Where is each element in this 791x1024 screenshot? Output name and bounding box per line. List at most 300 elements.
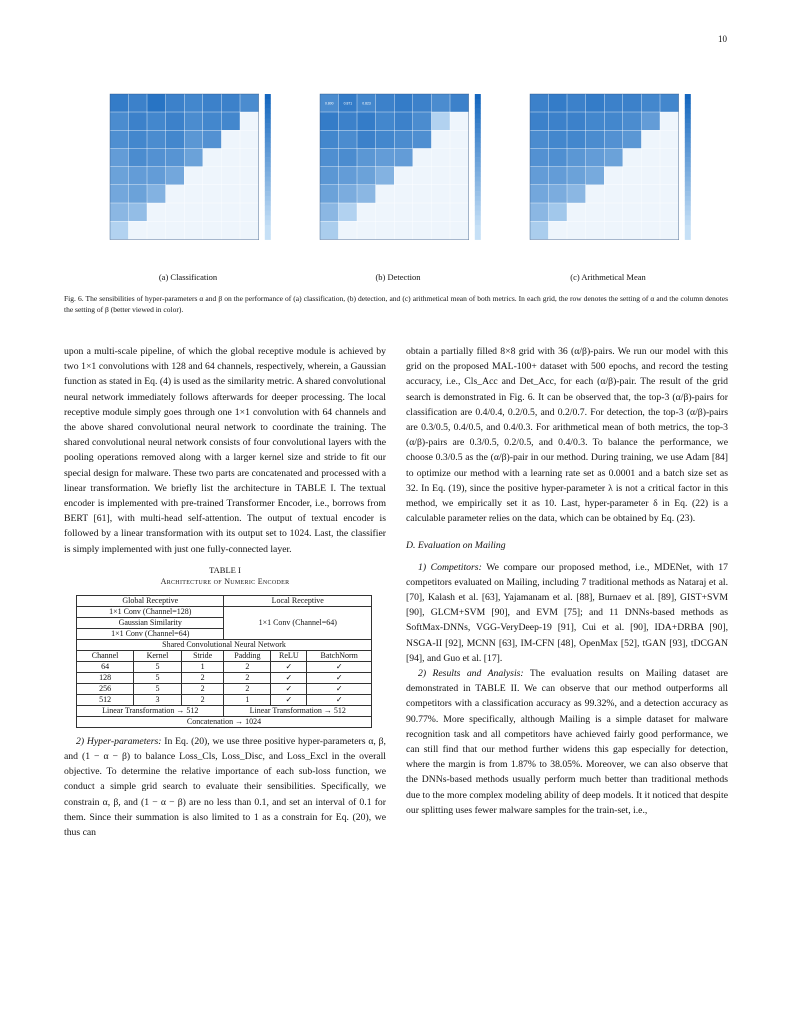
heatmap-cell	[530, 203, 548, 221]
heatmap-cell	[642, 167, 660, 185]
heatmap-cell	[413, 112, 431, 130]
heatmap-arithmetical-mean	[508, 88, 708, 268]
heatmap-cell	[586, 221, 604, 239]
colorbar-segment	[685, 191, 691, 196]
heatmap-cell	[413, 221, 431, 239]
colorbar-segment	[475, 162, 481, 167]
figure-6	[88, 88, 708, 288]
colorbar-segment	[265, 113, 271, 118]
cell: 2	[181, 694, 224, 705]
figure-caption: Fig. 6. The sensibilities of hyper-parameters α and β on the performance of (a) classification, (b) detection, and (c) arithmetical mean of both metrics. In each grid, the row denotes the setting of α and the column denotes the setting of β (better viewed in color).	[64, 294, 728, 314]
heatmap-cell	[450, 167, 468, 185]
colorbar-segment	[685, 225, 691, 230]
heatmap-cell	[240, 130, 258, 148]
heatmap-cell	[432, 112, 450, 130]
colorbar-segment	[475, 201, 481, 206]
colorbar-segment	[265, 167, 271, 172]
colorbar-segment	[685, 181, 691, 186]
heatmap-cell	[604, 149, 622, 167]
heatmap-cell	[604, 130, 622, 148]
heatmap-cell	[567, 94, 585, 112]
left-column	[64, 344, 386, 840]
heatmap-cell	[623, 167, 641, 185]
heatmap-cell	[586, 185, 604, 203]
heatmap-cell	[394, 112, 412, 130]
heatmap-cell	[642, 94, 660, 112]
cell: 256	[77, 683, 134, 694]
heatmap-cell	[394, 149, 412, 167]
column-header: ReLU	[271, 650, 307, 661]
heatmap-cell	[604, 185, 622, 203]
heatmap-cell	[240, 94, 258, 112]
heatmap-cell	[586, 149, 604, 167]
heatmap-cell	[184, 203, 202, 221]
cell: 1	[224, 694, 271, 705]
heatmap-cell	[110, 167, 128, 185]
table-row	[77, 683, 372, 694]
paragraph-body: In Eq. (20), we use three positive hyper-parameters α, β, and (1 − α − β) to balance Loss_Cls, Loss_Disc, and Loss_Excl in the overall objective. To determine the relative importance of each sub-loss function, we conduct a simple grid search to evaluate their sensibilities. Specifically, we constrain α, β, and (1 − α − β) are no less than 0.1, and set an interval of 0.1 for them. Since their summation is also limited to 1 as a constrain for Eq. (20), we thus can	[64, 735, 386, 839]
heatmap-cell	[394, 130, 412, 148]
heatmap-cell	[320, 130, 338, 148]
heatmap-cell	[660, 221, 678, 239]
heatmap-cell	[413, 149, 431, 167]
colorbar-segment	[475, 181, 481, 186]
colorbar-segment	[265, 177, 271, 182]
heatmap-cell	[222, 221, 240, 239]
panel-caption: (a) Classification	[158, 272, 218, 282]
colorbar-segment	[685, 143, 691, 148]
heatmap-cell	[203, 185, 221, 203]
colorbar-segment	[475, 172, 481, 177]
heatmap-cell	[110, 149, 128, 167]
concatenation-row: Concatenation → 1024	[77, 716, 372, 727]
heatmap-cell	[530, 112, 548, 130]
heatmap-cell	[240, 167, 258, 185]
heatmap-cell	[586, 203, 604, 221]
colorbar-segment	[685, 157, 691, 162]
heatmap-cell	[110, 130, 128, 148]
colorbar-segment	[475, 118, 481, 123]
heatmap-cell	[530, 185, 548, 203]
cell: 3	[134, 694, 182, 705]
header-global-receptive: Global Receptive	[77, 595, 224, 606]
colorbar-segment	[265, 206, 271, 211]
heatmap-cell	[147, 167, 165, 185]
colorbar-segment	[475, 123, 481, 128]
colorbar-segment	[265, 196, 271, 201]
heatmap-cell	[222, 203, 240, 221]
heatmap-cell	[432, 149, 450, 167]
colorbar-segment	[685, 147, 691, 152]
heatmap-panel-classification	[88, 88, 288, 288]
heatmap-cell	[376, 185, 394, 203]
colorbar-segment	[475, 210, 481, 215]
cell: 2	[181, 683, 224, 694]
table-title: TABLE I	[209, 564, 241, 575]
colorbar-segment	[685, 113, 691, 118]
heatmap-cell	[642, 130, 660, 148]
heatmap-cell	[567, 149, 585, 167]
heatmap-cell	[110, 185, 128, 203]
colorbar-segment	[475, 196, 481, 201]
panel-caption: (c) Arithmetical Mean	[570, 272, 646, 282]
colorbar-segment	[265, 133, 271, 138]
heatmap-cell	[623, 203, 641, 221]
column-header: Stride	[181, 650, 224, 661]
heatmap-cell	[660, 112, 678, 130]
heatmap-cell	[320, 185, 338, 203]
colorbar-segment	[685, 230, 691, 235]
colorbar-segment	[475, 167, 481, 172]
heatmap-cell	[222, 94, 240, 112]
heatmap-cell	[549, 185, 567, 203]
heatmap-cell	[166, 149, 184, 167]
heatmap-cell	[623, 185, 641, 203]
heatmap-cell	[450, 203, 468, 221]
heatmap-cell	[432, 94, 450, 112]
heatmap-cell	[203, 112, 221, 130]
colorbar-segment	[685, 220, 691, 225]
heatmap-cell	[222, 149, 240, 167]
heatmap-cell	[240, 149, 258, 167]
heatmap-cell-value: 0.823	[362, 101, 371, 106]
heatmap-cell	[339, 130, 357, 148]
heatmap-cell-value: 0.800	[325, 101, 334, 106]
colorbar-segment	[685, 99, 691, 104]
heatmap-cell	[357, 167, 375, 185]
heatmap-cell	[376, 94, 394, 112]
heatmap-cell	[549, 112, 567, 130]
heatmap-cell	[166, 112, 184, 130]
heatmap-cell	[357, 221, 375, 239]
header-local-receptive: Local Receptive	[224, 595, 372, 606]
subsection-heading: 1) Competitors:	[418, 561, 482, 573]
table-1	[64, 565, 386, 728]
heatmap-cell	[240, 221, 258, 239]
heatmap-cell	[660, 149, 678, 167]
heatmap-cell	[394, 221, 412, 239]
subsection-heading: 2) Results and Analysis:	[418, 668, 524, 680]
cell: 1	[181, 661, 224, 672]
colorbar-segment	[475, 235, 481, 240]
heatmap-cell	[604, 221, 622, 239]
cell: 2	[181, 672, 224, 683]
heatmap-cell	[549, 221, 567, 239]
colorbar-segment	[265, 118, 271, 123]
heatmap-cell	[147, 94, 165, 112]
heatmap-cell	[110, 94, 128, 112]
heatmap-cell-value: 0.871	[343, 101, 353, 106]
paragraph: obtain a partially filled 8×8 grid with 36 (α/β)-pairs. We run our model with this grid on the proposed MAL-100+ dataset with 500 epochs, and record the testing accuracy, i.e., Cls_Acc and Det_Acc, for each (α/β)-pair. The result of the grid search is demonstrated in Fig. 6. It can be observed that, the top-3 (α/β)-pairs for classification are 0.4/0.4, 0.2/0.5, and 0.2/0.7. For detection, the top-3 (α/β)-pairs are 0.3/0.5, 0.4/0.5, and 0.4/0.3. For arithmetical mean of both metrics, the top-3 (α/β)-pairs are 0.3/0.5, 0.2/0.5, and 0.4/0.3. To balance the performance, we choose 0.3/0.5 as the (α/β)-pair in our method. During training, we use Adam [84] to optimize our method with a learning rate set as 0.0001 and a batch size set as 32. In Eq. (19), since the positive hyper-parameter λ is not a critical factor in this method, we empirically set it as 10. Last, hyper-parameter δ in Eq. (22) is a calculable parameter relies on the data, which can be obtained by Eq. (23).	[406, 346, 728, 525]
heatmap-cell	[357, 130, 375, 148]
heatmap-cell	[432, 221, 450, 239]
panel-caption: (b) Detection	[375, 272, 421, 282]
heatmap-cell	[320, 203, 338, 221]
heatmap-cell	[376, 203, 394, 221]
heatmap-cell	[129, 112, 147, 130]
heatmap-cell	[357, 185, 375, 203]
heatmap-cell	[623, 112, 641, 130]
heatmap-cell	[450, 221, 468, 239]
heatmap-cell	[660, 167, 678, 185]
heatmap-cell	[222, 167, 240, 185]
heatmap-cell	[586, 112, 604, 130]
column-header: Kernel	[134, 650, 182, 661]
heatmap-cell	[376, 221, 394, 239]
heatmap-cell	[129, 94, 147, 112]
colorbar-segment	[475, 133, 481, 138]
heatmap-cell	[240, 203, 258, 221]
cell: ✓	[271, 694, 307, 705]
heatmap-cell	[394, 94, 412, 112]
heatmap-cell	[339, 112, 357, 130]
colorbar-segment	[265, 215, 271, 220]
table-row	[77, 694, 372, 705]
heatmap-cell	[660, 185, 678, 203]
heatmap-cell	[660, 130, 678, 148]
heatmap-cell	[567, 203, 585, 221]
heatmap-cell	[549, 149, 567, 167]
heatmap-cell	[604, 94, 622, 112]
heatmap-cell	[376, 149, 394, 167]
heatmap-cell	[357, 203, 375, 221]
colorbar-segment	[685, 167, 691, 172]
heatmap-cell	[147, 221, 165, 239]
heatmap-cell	[110, 112, 128, 130]
heatmap-cell	[320, 167, 338, 185]
heatmap-cell	[166, 94, 184, 112]
cell: 2	[224, 683, 271, 694]
heatmap-cell	[432, 185, 450, 203]
heatmap-cell	[530, 94, 548, 112]
colorbar-segment	[265, 128, 271, 133]
page-number: 10	[718, 34, 727, 44]
heatmap-cell	[222, 185, 240, 203]
colorbar-segment	[685, 138, 691, 143]
section-heading: D. Evaluation on Mailing	[406, 540, 506, 552]
colorbar-segment	[265, 235, 271, 240]
heatmap-cell	[567, 167, 585, 185]
heatmap-cell	[320, 112, 338, 130]
colorbar-segment	[475, 225, 481, 230]
colorbar-segment	[475, 157, 481, 162]
colorbar-segment	[685, 235, 691, 240]
linear-transform-right: Linear Transformation → 512	[224, 705, 372, 716]
heatmap-cell	[413, 203, 431, 221]
heatmap-cell	[184, 130, 202, 148]
heatmap-cell	[147, 203, 165, 221]
colorbar-segment	[475, 147, 481, 152]
heatmap-cell	[413, 185, 431, 203]
heatmap-cell	[184, 94, 202, 112]
heatmap-cell	[339, 203, 357, 221]
heatmap-cell	[394, 185, 412, 203]
heatmap-cell	[642, 112, 660, 130]
heatmap-cell	[642, 185, 660, 203]
colorbar-segment	[265, 186, 271, 191]
colorbar-segment	[685, 215, 691, 220]
colorbar-segment	[685, 186, 691, 191]
colorbar-segment	[475, 220, 481, 225]
heatmap-cell	[339, 149, 357, 167]
right-column	[406, 344, 728, 818]
colorbar-segment	[475, 104, 481, 109]
heatmap-cell	[530, 221, 548, 239]
heatmap-cell	[110, 221, 128, 239]
heatmap-cell	[129, 185, 147, 203]
cell: 64	[77, 661, 134, 672]
paragraph-results	[406, 666, 728, 818]
cell: ✓	[271, 672, 307, 683]
cell: 5	[134, 661, 182, 672]
cell: 5	[134, 683, 182, 694]
heatmap-cell	[413, 94, 431, 112]
heatmap-cell	[432, 130, 450, 148]
colorbar-segment	[265, 157, 271, 162]
colorbar-segment	[475, 99, 481, 104]
heatmap-cell	[320, 221, 338, 239]
heatmap-cell	[604, 167, 622, 185]
heatmap-cell	[530, 149, 548, 167]
heatmap-cell	[394, 167, 412, 185]
heatmap-cell	[394, 203, 412, 221]
colorbar-segment	[475, 186, 481, 191]
colorbar-segment	[685, 94, 691, 99]
heatmap-cell	[129, 149, 147, 167]
heatmap-cell	[240, 112, 258, 130]
heatmap-cell	[320, 149, 338, 167]
colorbar-segment	[475, 113, 481, 118]
cell: ✓	[307, 661, 372, 672]
heatmap-cell	[240, 185, 258, 203]
heatmap-cell	[549, 94, 567, 112]
heatmap-cell	[450, 94, 468, 112]
heatmap-cell	[432, 203, 450, 221]
heatmap-cell	[450, 130, 468, 148]
heatmap-cell	[147, 130, 165, 148]
heatmap-cell	[586, 167, 604, 185]
heatmap-cell	[339, 185, 357, 203]
heatmap-cell	[166, 185, 184, 203]
colorbar-segment	[685, 118, 691, 123]
colorbar-segment	[475, 230, 481, 235]
colorbar-segment	[265, 210, 271, 215]
heatmap-cell	[376, 130, 394, 148]
colorbar-segment	[475, 138, 481, 143]
heatmap-cell	[450, 112, 468, 130]
heatmap-cell	[623, 221, 641, 239]
heatmap-cell	[623, 94, 641, 112]
heatmap-cell	[147, 149, 165, 167]
heatmap-cell	[166, 203, 184, 221]
colorbar-segment	[685, 162, 691, 167]
heatmap-cell	[623, 149, 641, 167]
heatmap-cell	[660, 94, 678, 112]
heatmap-cell	[432, 167, 450, 185]
colorbar-segment	[265, 109, 271, 114]
heatmap-cell	[376, 112, 394, 130]
global-row: Gaussian Similarity	[77, 617, 224, 628]
heatmap-cell	[376, 167, 394, 185]
colorbar-segment	[685, 206, 691, 211]
column-header: BatchNorm	[307, 650, 372, 661]
colorbar-segment	[475, 215, 481, 220]
cell: ✓	[307, 683, 372, 694]
colorbar-segment	[685, 104, 691, 109]
column-header: Padding	[224, 650, 271, 661]
colorbar-segment	[475, 128, 481, 133]
cell: ✓	[307, 672, 372, 683]
heatmap-cell	[450, 149, 468, 167]
heatmap-cell	[567, 185, 585, 203]
heatmap-cell	[530, 130, 548, 148]
global-row: 1×1 Conv (Channel=128)	[77, 606, 224, 617]
cell: ✓	[307, 694, 372, 705]
colorbar-segment	[685, 133, 691, 138]
table-row	[77, 672, 372, 683]
heatmap-cell	[413, 130, 431, 148]
cell: ✓	[271, 683, 307, 694]
paragraph-body: The evaluation results on Mailing dataset are demonstrated in TABLE II. We can observe that our method outperforms all competitors with a classification accuracy as 99.32%, and a detection accuracy as 90.77%. More specifically, although Mailing is a simple dataset for malware recognition task and all competitors have achieved fairly good performance, we can still find that our method further widens this gap especially for detection, where the margin is from 1.87% to 38.05%. Moreover, we can also observe that the DNNs-based methods usually perform much better than traditional methods due to the more complex modeling ability of deep models. It it noticed that despite our splitting uses fewer malware samples for the train-set, i.e.,	[406, 668, 728, 816]
colorbar-segment	[265, 94, 271, 99]
paragraph-competitors	[406, 560, 728, 666]
heatmap-cell	[530, 167, 548, 185]
heatmap-cell	[184, 112, 202, 130]
colorbar-segment	[265, 147, 271, 152]
heatmap-cell	[586, 94, 604, 112]
heatmap-cell	[339, 167, 357, 185]
heatmap-cell	[203, 203, 221, 221]
heatmap-cell	[129, 167, 147, 185]
heatmap-cell	[413, 167, 431, 185]
cell: 128	[77, 672, 134, 683]
colorbar-segment	[685, 177, 691, 182]
heatmap-cell	[222, 112, 240, 130]
heatmap-cell	[549, 167, 567, 185]
paragraph-body: We compare our proposed method, i.e., MDENet, with 17 competitors evaluated on Mailing, including 7 traditional methods as Nataraj et al. [70], Kalash et al. [63], Yajamanam et al. [88], Burnaev et al. [89], GIST+SVM [90], GLCM+SVM [90], and EVM [75]; and 11 DNNs-based methods as SoftMax-DNNs, VGG-VeryDeep-19 [91], Cui et al. [90], IDA+DRBA [90], NSGA-II [92], MCNN [63], IM-CFN [48], OpenMax [52], tGAN [93], tDCGAN [94], and Guo et al. [17].	[406, 561, 728, 664]
colorbar-segment	[265, 138, 271, 143]
heatmap-cell	[129, 130, 147, 148]
colorbar-segment	[475, 191, 481, 196]
heatmap-cell	[203, 94, 221, 112]
heatmap-cell	[222, 130, 240, 148]
heatmap-cell	[110, 203, 128, 221]
heatmap-detection	[298, 88, 498, 268]
colorbar-segment	[685, 128, 691, 133]
linear-transform-left: Linear Transformation → 512	[77, 705, 224, 716]
colorbar-segment	[475, 152, 481, 157]
heatmap-cell	[203, 130, 221, 148]
heatmap-cell	[184, 149, 202, 167]
heatmap-cell	[166, 167, 184, 185]
subsection-heading: 2) Hyper-parameters:	[76, 735, 162, 747]
heatmap-cell	[166, 130, 184, 148]
heatmap-cell	[129, 221, 147, 239]
colorbar-segment	[475, 109, 481, 114]
colorbar-segment	[265, 225, 271, 230]
colorbar-segment	[265, 143, 271, 148]
heatmap-cell	[166, 221, 184, 239]
heatmap-cell	[184, 185, 202, 203]
heatmap-cell	[642, 221, 660, 239]
heatmap-cell	[567, 112, 585, 130]
heatmap-cell	[623, 130, 641, 148]
colorbar-segment	[265, 181, 271, 186]
table-row	[77, 661, 372, 672]
colorbar-segment	[265, 99, 271, 104]
heatmap-cell	[660, 203, 678, 221]
colorbar-segment	[475, 94, 481, 99]
